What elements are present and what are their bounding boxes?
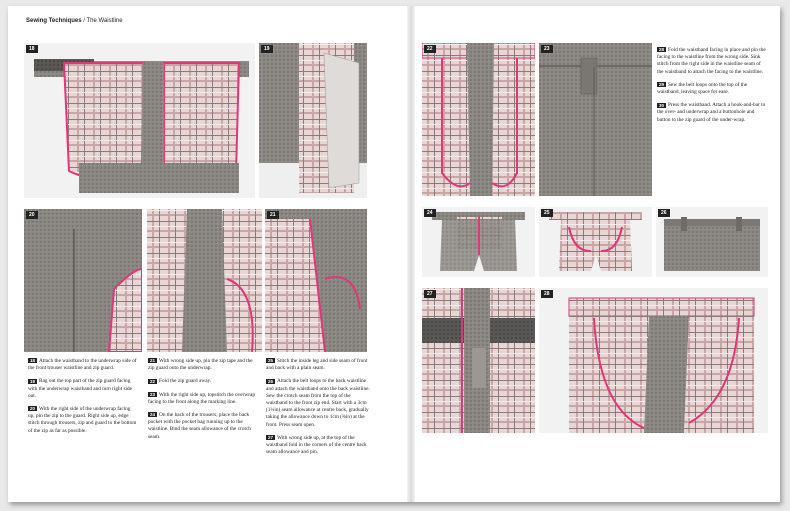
photo-20b: [147, 209, 262, 352]
step: [148, 392, 258, 406]
photo-number: 18: [26, 45, 38, 53]
running-header: [26, 18, 123, 24]
photo-24-image: [422, 207, 535, 277]
photo-number: 23: [541, 45, 553, 53]
steps-column-2: [148, 358, 258, 447]
step: [266, 358, 370, 372]
steps-column-1: [28, 358, 138, 441]
step-number: 26: [268, 378, 274, 384]
step-number: 27: [268, 435, 274, 441]
photo-25-image: [539, 207, 652, 277]
step-text: Attach the waistband to the underwrap side of the front trouser waistline and zip guard.: [28, 358, 137, 372]
book-spread: [8, 6, 780, 502]
photo-26: [656, 207, 768, 277]
photo-18: [24, 43, 255, 198]
photo-number: 22: [424, 45, 436, 53]
photo-number: 26: [658, 209, 670, 217]
step: [266, 435, 370, 457]
step-number: 22: [150, 378, 156, 384]
photo-21: [265, 209, 367, 352]
step: [657, 82, 767, 96]
book-gutter: [407, 6, 415, 502]
step-number: 19: [30, 378, 36, 384]
photo-25: [539, 207, 652, 277]
step-number: 18: [30, 358, 36, 364]
photo-18-image: [24, 43, 255, 198]
photo-27: [422, 288, 535, 433]
step-text: With the right side up, topstitch the overwrap facing to the front along the marking line.: [148, 391, 256, 405]
header-separator: /: [81, 18, 87, 24]
photo-21-image: [265, 209, 367, 352]
photo-27-image: [422, 288, 535, 433]
step: [148, 378, 258, 385]
step-text: With wrong side up, pin the zip tape and the zip guard onto the underwrap.: [148, 358, 253, 372]
step-number: 29: [659, 82, 665, 88]
step-text: With wrong side up, at the top of the waistband fold in the corners of the centre back seam allowance and pin.: [266, 434, 367, 456]
photo-number: 24: [424, 209, 436, 217]
step-number: 25: [268, 358, 274, 364]
step-text: Fold the waistband facing in place and pin the facing to the waistline from the wrong side. Sink stitch from the right side in the waistline seam of the waistband to attach the facing to the waistline.: [657, 47, 766, 75]
step: [28, 358, 138, 372]
photo-28-image: [539, 288, 768, 433]
photo-20: [24, 209, 142, 352]
photo-number: 20: [26, 211, 38, 219]
step: [657, 102, 767, 124]
step-text: Stitch the inside leg and side seam of front and back with a plain seam.: [266, 358, 368, 372]
photo-26-image: [656, 207, 768, 277]
step-text: Bag out the top part of the zip guard facing with the underwrap waistband and turn right side out.: [28, 378, 133, 399]
step-text: Attach the belt loops to the back waistline and attach the waistband onto the back waistline. Sew the crotch seam from the top of the waistband to the front zip end. Start with a 3cm (1¼in) seam allowance at centre back, gradually taking the allowance down to 1cm (⅜in) at the front. Press seam open.: [266, 378, 370, 428]
photo-20-image: [24, 209, 142, 352]
step-text: Sew the belt loops onto the top of the waistband, leaving space for ease.: [657, 81, 748, 96]
step-text: Fold the zip guard away.: [159, 378, 212, 385]
step: [28, 378, 138, 400]
photo-number: 25: [541, 209, 553, 217]
step-number: 21: [150, 358, 156, 364]
step-text: With the right side of the underwrap facing up, pin the zip to the guard. Right side up, edge stitch through trousers, zip and guard to the bottom of the zip as far as possible.: [28, 406, 137, 434]
step-number: 24: [150, 412, 156, 418]
photo-19: [259, 43, 367, 198]
step: [148, 412, 258, 441]
photo-number: 19: [261, 45, 273, 53]
step-number: 20: [30, 406, 36, 412]
steps-column-4: [657, 47, 767, 130]
steps-column-3: [266, 358, 370, 462]
photo-23-image: [539, 43, 652, 196]
step-number: 28: [659, 47, 665, 53]
step-text: On the back of the trousers, place the back pocket with the pocket bag running up to the waistline. Bind the seam allowance of the crotch seam.: [148, 412, 251, 440]
photo-23: [539, 43, 652, 196]
photo-22-image: [422, 43, 535, 196]
photo-22: [422, 43, 535, 196]
step-text: Press the waistband. Attach a hook-and-bar to the over- and underwrap and a buttonhole and button to the zip guard of the under-wrap.: [657, 102, 766, 123]
photo-number: 27: [424, 290, 436, 298]
step: [266, 378, 370, 428]
photo-number: 28: [541, 290, 553, 298]
step: [657, 47, 767, 76]
photo-24: [422, 207, 535, 277]
photo-28: [539, 288, 768, 433]
step-number: 23: [150, 391, 156, 397]
step: [28, 406, 138, 435]
step-number: 30: [659, 102, 665, 108]
photo-20b-image: [147, 209, 262, 352]
photo-number: 21: [267, 211, 279, 219]
step: [148, 358, 258, 372]
header-section: Sewing Techniques: [26, 18, 82, 24]
header-chapter: The Waistline: [86, 18, 123, 24]
photo-19-image: [259, 43, 367, 198]
